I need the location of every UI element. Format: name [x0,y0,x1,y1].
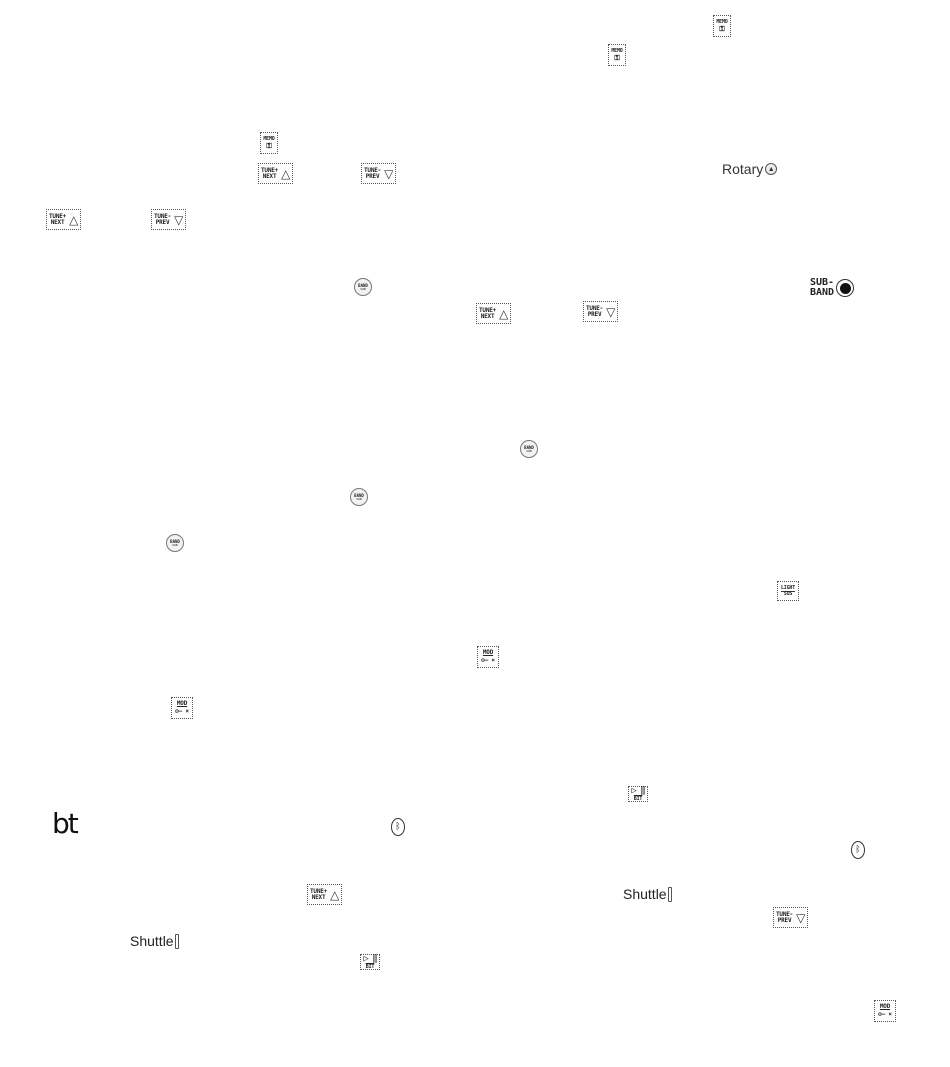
shuttle-icon [130,933,179,949]
bluetooth-icon: ᛒ [391,818,405,836]
memo-icon: MEMO ⚿ [713,15,731,37]
rotary-label: Rotary [722,161,764,177]
light-sos-icon: LIGHT SOS [777,581,799,601]
tune-next-icon: TUNE+ NEXT △ [46,209,81,230]
tune-prev-icon: TUNE- PREV ▽ [583,301,618,322]
band-icon: BAND SUB [350,488,368,506]
rotary-knob-glyph: ▲ [765,163,777,175]
tune-next-icon: TUNE+ NEXT △ [258,163,293,184]
shuttle-bar [175,934,179,949]
tune-prev-icon: TUNE- PREV ▽ [151,209,186,230]
tune-next-icon: TUNE+ NEXT △ [307,884,342,905]
play-pause-icon: ▷ ‖ $\overline{BIT}$ [628,786,648,802]
shuttle-label: Shuttle [623,886,667,902]
band-icon: BAND SUB [520,440,538,458]
mod-icon: MOD ⊙— × [874,1000,896,1022]
tune-next-icon: TUNE+ NEXT △ [476,303,511,324]
shuttle-bar [668,887,672,902]
mod-icon: MOD ⊙— × [477,646,499,668]
band-icon: BAND SUB [166,534,184,552]
shuttle-icon [623,886,672,902]
sub-band-icon: SUB- BAND [810,278,854,298]
bt-display-text: bt [52,807,77,840]
tune-prev-icon: TUNE- PREV ▽ [773,907,808,928]
band-icon: BAND SUB [354,278,372,296]
bluetooth-icon: ᛒ [851,841,865,859]
shuttle-label: Shuttle [130,933,174,949]
memo-icon: MEMO ⚿ [260,132,278,154]
tune-prev-icon: TUNE- PREV ▽ [361,163,396,184]
play-pause-icon: ▷ ‖ $\overline{BIT}$ [360,954,380,970]
rotary-knob-icon [722,161,777,177]
memo-icon: MEMO ⚿ [608,44,626,66]
sub-band-dot [836,279,854,297]
mod-icon: MOD ⊙— × [171,697,193,719]
